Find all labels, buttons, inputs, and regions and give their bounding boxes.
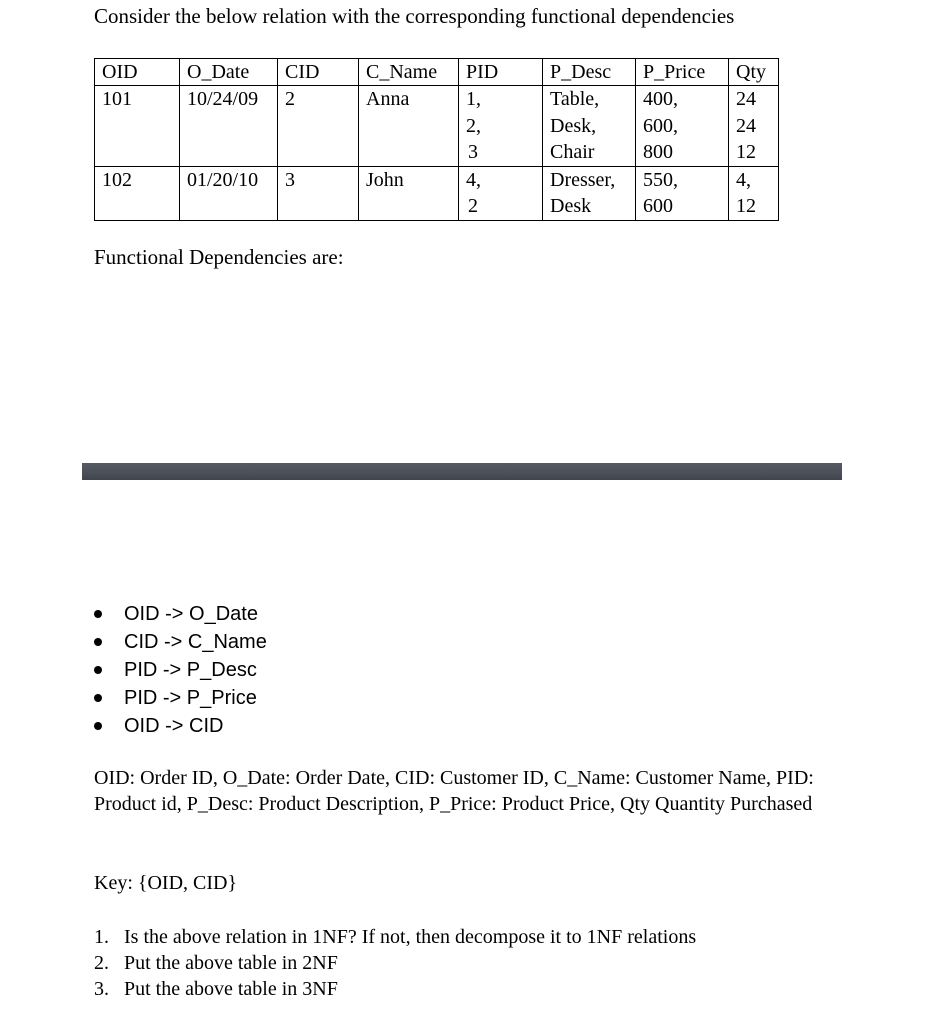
question-text: Is the above relation in 1NF? If not, then decompose it to 1NF relations <box>124 926 697 948</box>
qty-value: 12 <box>736 141 756 163</box>
header-cid: CID <box>278 59 359 86</box>
table-row <box>95 166 779 220</box>
list-item <box>94 656 267 684</box>
bullet-icon <box>94 666 102 674</box>
question-text: Put the above table in 3NF <box>124 978 338 1000</box>
dependency-text: CID -> C_Name <box>124 631 267 653</box>
bullet-icon <box>94 694 102 702</box>
p-desc-value: Desk, <box>550 114 597 137</box>
cell-o-date: 01/20/10 <box>180 166 278 220</box>
cell-p-price <box>636 166 729 220</box>
table-row <box>95 86 779 167</box>
cell-p-desc <box>543 86 636 167</box>
cell-pid <box>459 86 543 167</box>
header-p-desc: P_Desc <box>543 59 636 86</box>
pid-value: 2, <box>466 114 481 137</box>
p-price-value: 550, <box>643 168 678 191</box>
list-item <box>94 950 696 976</box>
key-line: Key: {OID, CID} <box>94 872 238 894</box>
bullet-icon <box>94 722 102 730</box>
bullet-icon <box>94 638 102 646</box>
fd-heading: Functional Dependencies are: <box>94 245 344 269</box>
qty-value: 24 <box>736 88 756 110</box>
relation-table <box>94 58 779 221</box>
heading: Consider the below relation with the corresponding functional dependencies <box>94 4 735 28</box>
question-number: 1. <box>94 926 109 948</box>
list-item <box>94 684 267 712</box>
qty-value: 24 <box>736 114 756 137</box>
dependency-text: PID -> P_Desc <box>124 659 257 681</box>
p-desc-value: Chair <box>550 141 595 163</box>
question-text: Put the above table in 2NF <box>124 952 338 974</box>
header-p-price: P_Price <box>636 59 729 86</box>
question-list <box>94 924 696 1002</box>
list-item <box>94 924 696 950</box>
cell-p-desc <box>543 166 636 220</box>
p-price-value: 400, <box>643 88 678 110</box>
cell-oid: 102 <box>95 166 180 220</box>
list-item <box>94 600 267 628</box>
p-desc-value: Desk <box>550 195 592 217</box>
p-desc-value: Dresser, <box>550 168 616 191</box>
p-price-value: 800 <box>643 141 673 163</box>
cell-pid <box>459 166 543 220</box>
p-price-value: 600 <box>643 195 673 217</box>
cell-cid: 3 <box>278 166 359 220</box>
p-price-value: 600, <box>643 114 678 137</box>
dependency-list <box>94 600 267 740</box>
pid-value: 1, <box>466 88 481 110</box>
qty-value: 4, <box>736 168 751 191</box>
cell-qty <box>729 86 779 167</box>
cell-oid: 101 <box>95 86 180 167</box>
dependency-text: PID -> P_Price <box>124 687 257 709</box>
bullet-icon <box>94 610 102 618</box>
table-header-row <box>95 59 779 86</box>
cell-qty <box>729 166 779 220</box>
qty-value: 12 <box>736 195 756 217</box>
list-item <box>94 712 267 740</box>
pid-value: 4, <box>466 168 481 191</box>
header-pid: PID <box>459 59 543 86</box>
header-c-name: C_Name <box>359 59 459 86</box>
header-o-date: O_Date <box>180 59 278 86</box>
pid-value: 3 <box>468 141 478 163</box>
attribute-legend: OID: Order ID, O_Date: Order Date, CID: Customer ID, C_Name: Customer Name, PID: Product id, P_Desc: Product Description, P_Price: Product Price, Qty Quantity Purchased <box>94 767 814 815</box>
p-desc-value: Table, <box>550 88 600 110</box>
list-item <box>94 628 267 656</box>
header-qty: Qty <box>729 59 779 86</box>
header-oid: OID <box>95 59 180 86</box>
cell-c-name: John <box>359 166 459 220</box>
cell-c-name: Anna <box>359 86 459 167</box>
cell-o-date: 10/24/09 <box>180 86 278 167</box>
dependency-text: OID -> O_Date <box>124 603 258 625</box>
cell-p-price <box>636 86 729 167</box>
question-number: 2. <box>94 952 109 974</box>
pid-value: 2 <box>468 195 478 217</box>
question-number: 3. <box>94 978 109 1000</box>
cell-cid: 2 <box>278 86 359 167</box>
list-item <box>94 976 696 1002</box>
divider-bar <box>82 463 842 480</box>
dependency-text: OID -> CID <box>124 715 224 737</box>
